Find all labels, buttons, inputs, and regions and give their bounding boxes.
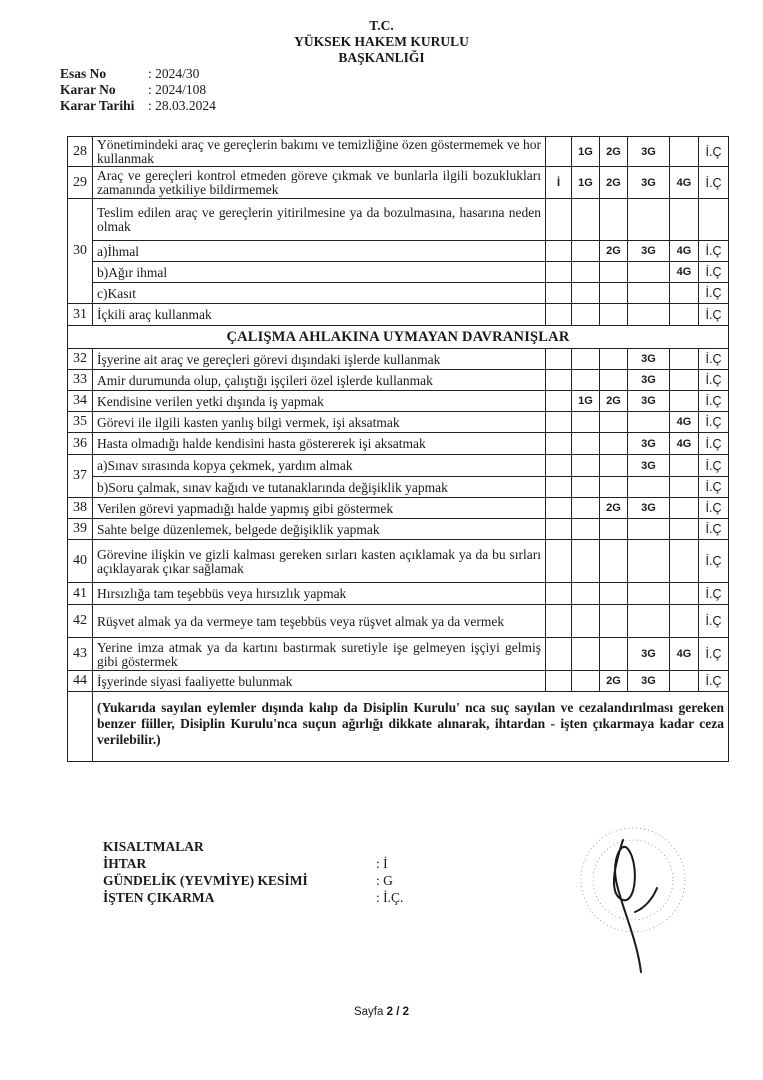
penalty-cell-g3 [628, 283, 670, 304]
penalty-cell-g1 [572, 349, 600, 370]
penalty-cell-g2 [600, 540, 628, 583]
meta-row-karar [60, 82, 216, 98]
abbr-label-isten-cikarma: İŞTEN ÇIKARMA [103, 890, 215, 905]
penalty-cell-g3: 3G [628, 241, 670, 262]
table-row [68, 519, 729, 540]
penalty-cell-g3 [628, 304, 670, 326]
penalty-cell-g1 [572, 455, 600, 477]
penalty-cell-g4: 4G [670, 412, 699, 433]
penalty-cell-g4 [670, 671, 699, 692]
offense-description: Araç ve gereçleri kontrol etmeden göreve çıkmak ve bunlarla ilgili bozuklukları zamanında yetkiliye bildirmemek [93, 167, 546, 199]
penalty-cell-g3: 3G [628, 671, 670, 692]
sub-item-row [68, 241, 729, 262]
penalty-cell-g4: 4G [670, 638, 699, 671]
penalty-cell-g1 [572, 477, 600, 498]
row-number: 38 [68, 498, 93, 519]
penalty-cell-g1 [572, 540, 600, 583]
penalty-cell-i [546, 671, 572, 692]
penalty-cell-i [546, 199, 572, 241]
penalty-cell-ic: İ.Ç [699, 540, 729, 583]
row-number: 36 [68, 433, 93, 455]
penalty-cell-g4 [670, 391, 699, 412]
penalty-cell-i [546, 241, 572, 262]
offense-description: Hasta olmadığı halde kendisini hasta göstererek işi aksatmak [93, 433, 546, 455]
penalty-cell-g4 [670, 540, 699, 583]
table-row [68, 412, 729, 433]
abbr-label-ihtar: İHTAR [103, 856, 147, 871]
abbreviations [103, 838, 308, 906]
penalty-cell-ic: İ.Ç [699, 433, 729, 455]
table-row [68, 349, 729, 370]
penalty-cell-g4 [670, 349, 699, 370]
meta-key: Esas No [60, 66, 107, 81]
penalty-cell-ic: İ.Ç [699, 477, 729, 498]
table-row [68, 167, 729, 199]
penalty-cell-ic: İ.Ç [699, 283, 729, 304]
penalty-cell-ic: İ.Ç [699, 167, 729, 199]
table-row [68, 455, 729, 477]
table-row [68, 498, 729, 519]
row-number: 37 [68, 455, 93, 498]
penalty-cell-g3: 3G [628, 137, 670, 167]
penalty-cell-g4: 4G [670, 262, 699, 283]
sub-item-row [68, 262, 729, 283]
offense-description: İşyerine ait araç ve gereçleri görevi dışındaki işlerde kullanmak [93, 349, 546, 370]
penalty-cell-ic: İ.Ç [699, 498, 729, 519]
penalty-cell-g4 [670, 199, 699, 241]
offense-description: Yönetimindeki araç ve gereçlerin bakımı ve temizliğine özen göstermemek ve hor kullanmak [93, 137, 546, 167]
penalty-cell-g2: 2G [600, 391, 628, 412]
row-number: 35 [68, 412, 93, 433]
meta-value: : 2024/108 [148, 82, 207, 97]
penalty-cell-g1: 1G [572, 137, 600, 167]
penalty-cell-i: İ [546, 167, 572, 199]
penalty-cell-ic: İ.Ç [699, 583, 729, 605]
closing-note: (Yukarıda sayılan eylemler dışında kalıp da Disiplin Kurulu' nca suç sayılan ve cezalandırılması gereken benzer fiiller, Disiplin Kurulu'nca suçun ağırlığı dikkate alınarak, ihtardan - işten çıkarmaya kadar ceza verilebilir.) [93, 692, 729, 762]
abbr-value-isten-cikarma: : İ.Ç. [376, 890, 404, 905]
offense-description: Hırsızlığa tam teşebbüs veya hırsızlık yapmak [93, 583, 546, 605]
penalty-cell-g1: 1G [572, 167, 600, 199]
penalty-cell-g2 [600, 455, 628, 477]
penalty-cell-i [546, 262, 572, 283]
sub-item-row [68, 477, 729, 498]
penalty-cell-g2: 2G [600, 167, 628, 199]
offense-description: İşyerinde siyasi faaliyette bulunmak [93, 671, 546, 692]
penalty-cell-g1 [572, 241, 600, 262]
meta-value: : 2024/30 [148, 66, 200, 81]
row-number: 42 [68, 605, 93, 638]
offense-description: Rüşvet almak ya da vermeye tam teşebbüs veya rüşvet almak ya da vermek [93, 605, 546, 638]
offense-description: Yerine imza atmak ya da kartını bastırmak suretiyle işe gelmeyen işçiyi gelmiş gibi göstermek [93, 638, 546, 671]
stamp-ring [581, 828, 685, 932]
table-row [68, 304, 729, 326]
penalty-cell-g2 [600, 433, 628, 455]
note-row [68, 692, 729, 762]
penalty-cell-g1 [572, 433, 600, 455]
penalty-cell-g3: 3G [628, 455, 670, 477]
header-institution: YÜKSEK HAKEM KURULU [294, 34, 469, 49]
penalty-cell-i [546, 455, 572, 477]
row-number: 33 [68, 370, 93, 391]
penalty-cell-g3 [628, 262, 670, 283]
penalty-cell-g3 [628, 477, 670, 498]
penalty-cell-i [546, 583, 572, 605]
abbr-label-gundelik: GÜNDELİK (YEVMİYE) KESİMİ [103, 873, 308, 888]
offense-description: a)Sınav sırasında kopya çekmek, yardım almak [93, 455, 546, 477]
penalty-cell-g4 [670, 455, 699, 477]
penalty-cell-g3: 3G [628, 498, 670, 519]
header-tc: T.C. [369, 18, 394, 33]
penalty-cell-g2: 2G [600, 671, 628, 692]
abbr-value-ihtar: : İ [376, 856, 388, 871]
abbr-value-gundelik: : G [376, 873, 393, 888]
row-number: 31 [68, 304, 93, 326]
penalty-cell-i [546, 605, 572, 638]
header-office: BAŞKANLIĞI [338, 50, 425, 65]
offense-description: Amir durumunda olup, çalıştığı işçileri özel işlerde kullanmak [93, 370, 546, 391]
row-number: 41 [68, 583, 93, 605]
row-number: 29 [68, 167, 93, 199]
penalty-cell-g1 [572, 519, 600, 540]
note-number-cell [68, 692, 93, 762]
section-title: ÇALIŞMA AHLAKINA UYMAYAN DAVRANIŞLAR [68, 326, 729, 349]
penalty-cell-i [546, 304, 572, 326]
penalty-cell-g3: 3G [628, 370, 670, 391]
penalty-cell-g3: 3G [628, 349, 670, 370]
penalty-cell-ic: İ.Ç [699, 455, 729, 477]
penalty-cell-ic: İ.Ç [699, 605, 729, 638]
penalty-cell-i [546, 412, 572, 433]
penalty-cell-ic: İ.Ç [699, 671, 729, 692]
penalty-cell-g2 [600, 605, 628, 638]
penalty-cell-i [546, 137, 572, 167]
penalty-cell-g1: 1G [572, 391, 600, 412]
penalty-cell-g1 [572, 638, 600, 671]
penalty-cell-g2: 2G [600, 137, 628, 167]
signature-stamp [565, 800, 705, 985]
penalty-cell-g2 [600, 262, 628, 283]
row-number: 32 [68, 349, 93, 370]
signature-stroke [614, 840, 657, 972]
penalty-cell-ic: İ.Ç [699, 412, 729, 433]
row-number: 30 [68, 199, 93, 304]
penalty-cell-g3 [628, 199, 670, 241]
row-number: 40 [68, 540, 93, 583]
penalty-cell-g2 [600, 477, 628, 498]
penalty-cell-ic: İ.Ç [699, 638, 729, 671]
offense-description: Sahte belge düzenlemek, belgede değişiklik yapmak [93, 519, 546, 540]
penalty-cell-g4: 4G [670, 433, 699, 455]
offense-description: c)Kasıt [93, 283, 546, 304]
penalty-cell-g2: 2G [600, 241, 628, 262]
penalty-cell-g3: 3G [628, 167, 670, 199]
abbreviation-values [376, 855, 403, 906]
section-header-row [68, 326, 729, 349]
penalty-cell-g2 [600, 412, 628, 433]
penalty-cell-i [546, 477, 572, 498]
row-number: 43 [68, 638, 93, 671]
penalty-cell-g2 [600, 283, 628, 304]
penalty-cell-i [546, 519, 572, 540]
penalty-cell-g1 [572, 498, 600, 519]
table-row [68, 605, 729, 638]
page-number: 2 / 2 [386, 1006, 409, 1018]
penalty-cell-g1 [572, 370, 600, 391]
penalty-cell-g4 [670, 519, 699, 540]
penalty-cell-g3 [628, 540, 670, 583]
table-row [68, 638, 729, 671]
offense-description: b)Ağır ihmal [93, 262, 546, 283]
penalty-cell-g1 [572, 583, 600, 605]
penalty-cell-i [546, 283, 572, 304]
case-meta [60, 66, 216, 114]
table-row [68, 583, 729, 605]
penalty-cell-g4 [670, 304, 699, 326]
penalty-cell-ic: İ.Ç [699, 262, 729, 283]
penalty-cell-i [546, 391, 572, 412]
table-row [68, 433, 729, 455]
penalty-cell-g2 [600, 638, 628, 671]
table-row [68, 540, 729, 583]
table-row [68, 199, 729, 241]
penalty-cell-ic: İ.Ç [699, 137, 729, 167]
penalty-cell-g4 [670, 370, 699, 391]
penalty-cell-g3 [628, 519, 670, 540]
page-footer [0, 1006, 763, 1018]
penalty-cell-i [546, 433, 572, 455]
penalty-cell-g2 [600, 519, 628, 540]
penalty-cell-g2 [600, 349, 628, 370]
penalty-cell-g1 [572, 304, 600, 326]
meta-value: : 28.03.2024 [148, 98, 216, 113]
penalty-cell-g2 [600, 304, 628, 326]
offense-description: Teslim edilen araç ve gereçlerin yitirilmesine ya da bozulmasına, hasarına neden olmak [93, 199, 546, 241]
penalty-cell-i [546, 370, 572, 391]
penalty-cell-g1 [572, 262, 600, 283]
penalty-cell-g4 [670, 283, 699, 304]
penalty-cell-g1 [572, 199, 600, 241]
penalty-cell-g1 [572, 412, 600, 433]
penalty-cell-g2 [600, 370, 628, 391]
penalty-cell-i [546, 540, 572, 583]
table-row [68, 137, 729, 167]
penalty-cell-ic: İ.Ç [699, 519, 729, 540]
penalty-cell-g2 [600, 583, 628, 605]
penalty-cell-g3 [628, 583, 670, 605]
row-number: 28 [68, 137, 93, 167]
penalty-cell-g2 [600, 199, 628, 241]
penalty-cell-i [546, 349, 572, 370]
penalty-cell-g4 [670, 605, 699, 638]
row-number: 34 [68, 391, 93, 412]
offense-description: Verilen görevi yapmadığı halde yapmış gibi göstermek [93, 498, 546, 519]
penalty-cell-g4 [670, 137, 699, 167]
penalty-cell-g3 [628, 412, 670, 433]
penalty-cell-g4 [670, 477, 699, 498]
meta-row-esas [60, 66, 216, 82]
penalty-cell-ic: İ.Ç [699, 241, 729, 262]
penalty-cell-i [546, 638, 572, 671]
penalty-cell-ic: İ.Ç [699, 304, 729, 326]
penalty-cell-g3: 3G [628, 391, 670, 412]
meta-key: Karar Tarihi [60, 98, 135, 113]
penalty-cell-g1 [572, 671, 600, 692]
penalty-cell-g4 [670, 498, 699, 519]
penalty-cell-g4 [670, 583, 699, 605]
penalty-cell-g3 [628, 605, 670, 638]
offense-description: a)İhmal [93, 241, 546, 262]
penalty-cell-g4: 4G [670, 241, 699, 262]
penalty-cell-g3: 3G [628, 638, 670, 671]
table-row [68, 391, 729, 412]
penalty-cell-i [546, 498, 572, 519]
penalty-cell-g4: 4G [670, 167, 699, 199]
table-row [68, 370, 729, 391]
penalty-cell-ic: İ.Ç [699, 370, 729, 391]
penalty-cell-g1 [572, 605, 600, 638]
meta-row-tarih [60, 98, 216, 114]
abbreviations-title: KISALTMALAR [103, 839, 204, 854]
penalty-cell-ic: İ.Ç [699, 349, 729, 370]
penalty-cell-g2: 2G [600, 498, 628, 519]
offense-description: İçkili araç kullanmak [93, 304, 546, 326]
table-row [68, 671, 729, 692]
offense-description: Görevi ile ilgili kasten yanlış bilgi vermek, işi aksatmak [93, 412, 546, 433]
offense-description: b)Soru çalmak, sınav kağıdı ve tutanaklarında değişiklik yapmak [93, 477, 546, 498]
row-number: 44 [68, 671, 93, 692]
page-label: Sayfa [353, 1006, 384, 1018]
offense-description: Kendisine verilen yetki dışında iş yapmak [93, 391, 546, 412]
offense-description: Görevine ilişkin ve gizli kalması gereken sırları kasten açıklamak ya da bu sırları açıklayarak çıkar sağlamak [93, 540, 546, 583]
penalty-cell-g3: 3G [628, 433, 670, 455]
sub-item-row [68, 283, 729, 304]
disciplinary-table [67, 136, 729, 762]
penalty-cell-g1 [572, 283, 600, 304]
penalty-cell-ic: İ.Ç [699, 391, 729, 412]
meta-key: Karar No [60, 82, 116, 97]
penalty-cell-ic [699, 199, 729, 241]
row-number: 39 [68, 519, 93, 540]
